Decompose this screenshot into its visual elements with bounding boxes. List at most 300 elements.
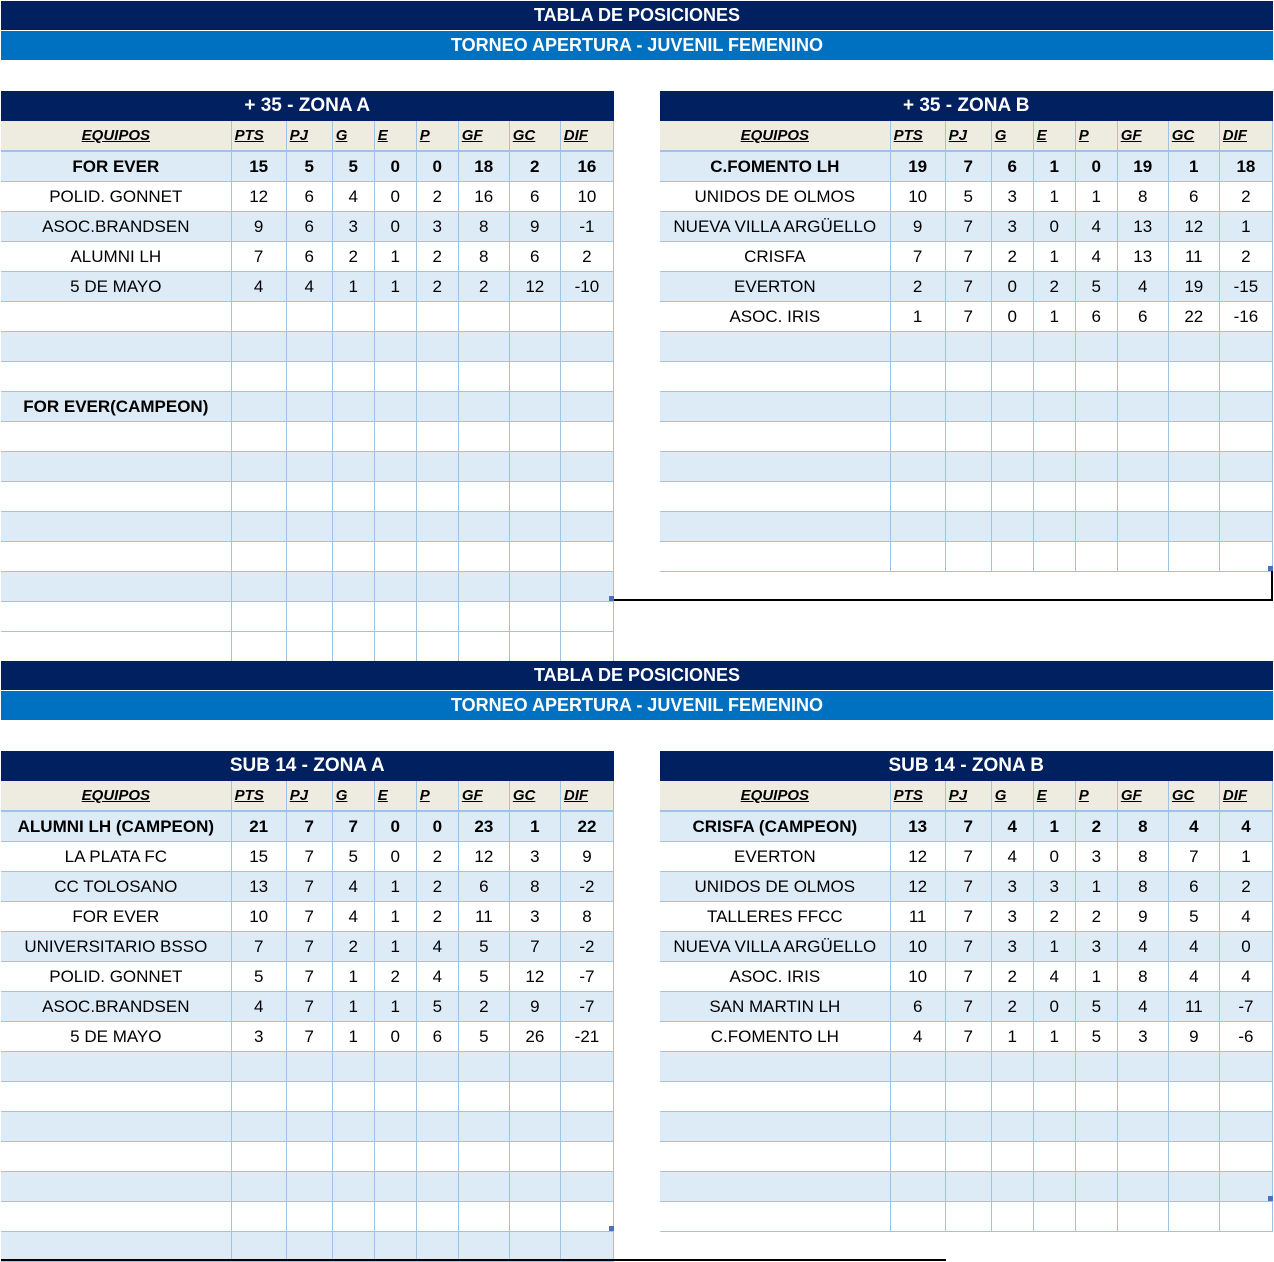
stat-cell[interactable]: 2 bbox=[416, 272, 458, 302]
stat-cell[interactable]: 12 bbox=[458, 842, 509, 872]
stat-cell[interactable] bbox=[1168, 512, 1219, 542]
column-header[interactable]: E bbox=[1033, 781, 1075, 811]
stat-cell[interactable] bbox=[1168, 1082, 1219, 1112]
stat-cell[interactable] bbox=[509, 1052, 560, 1082]
stat-cell[interactable]: 0 bbox=[1033, 842, 1075, 872]
stat-cell[interactable]: 6 bbox=[458, 872, 509, 902]
column-header[interactable]: G bbox=[991, 121, 1033, 151]
stat-cell[interactable]: 3 bbox=[991, 182, 1033, 212]
team-cell[interactable] bbox=[1, 302, 231, 332]
stat-cell[interactable] bbox=[991, 1172, 1033, 1202]
stat-cell[interactable]: 1 bbox=[332, 1022, 374, 1052]
stat-cell[interactable] bbox=[332, 1202, 374, 1232]
stat-cell[interactable]: 1 bbox=[1219, 212, 1272, 242]
stat-cell[interactable]: 12 bbox=[231, 182, 286, 212]
stat-cell[interactable]: 7 bbox=[231, 242, 286, 272]
stat-cell[interactable]: 2 bbox=[332, 242, 374, 272]
stat-cell[interactable]: -15 bbox=[1219, 272, 1272, 302]
stat-cell[interactable] bbox=[458, 482, 509, 512]
stat-cell[interactable] bbox=[1033, 392, 1075, 422]
stat-cell[interactable]: 7 bbox=[945, 272, 991, 302]
stat-cell[interactable] bbox=[374, 1082, 416, 1112]
stat-cell[interactable] bbox=[416, 542, 458, 572]
stat-cell[interactable]: 1 bbox=[1075, 182, 1117, 212]
team-cell[interactable] bbox=[1, 482, 231, 512]
stat-cell[interactable]: -7 bbox=[1219, 992, 1272, 1022]
stat-cell[interactable] bbox=[1075, 542, 1117, 572]
stat-cell[interactable]: 6 bbox=[991, 151, 1033, 182]
stat-cell[interactable]: 1 bbox=[374, 242, 416, 272]
column-header[interactable]: GC bbox=[1168, 781, 1219, 811]
stat-cell[interactable]: 13 bbox=[231, 872, 286, 902]
stat-cell[interactable]: 1 bbox=[1075, 962, 1117, 992]
stat-cell[interactable] bbox=[991, 512, 1033, 542]
stat-cell[interactable]: 15 bbox=[231, 842, 286, 872]
team-cell[interactable] bbox=[1, 332, 231, 362]
stat-cell[interactable] bbox=[560, 1172, 613, 1202]
stat-cell[interactable] bbox=[890, 392, 945, 422]
stat-cell[interactable]: 5 bbox=[332, 151, 374, 182]
team-cell[interactable]: FOR EVER bbox=[1, 902, 231, 932]
stat-cell[interactable] bbox=[945, 1052, 991, 1082]
stat-cell[interactable]: 8 bbox=[509, 872, 560, 902]
stat-cell[interactable] bbox=[1033, 1112, 1075, 1142]
stat-cell[interactable]: 9 bbox=[509, 212, 560, 242]
stat-cell[interactable] bbox=[286, 1142, 332, 1172]
stat-cell[interactable] bbox=[332, 1232, 374, 1262]
column-header[interactable]: PTS bbox=[890, 121, 945, 151]
stat-cell[interactable]: 5 bbox=[231, 962, 286, 992]
stat-cell[interactable] bbox=[1033, 332, 1075, 362]
column-header[interactable]: GF bbox=[458, 781, 509, 811]
stat-cell[interactable] bbox=[374, 452, 416, 482]
stat-cell[interactable] bbox=[890, 482, 945, 512]
team-cell[interactable] bbox=[660, 1112, 890, 1142]
team-cell[interactable]: 5 DE MAYO bbox=[1, 1022, 231, 1052]
team-cell[interactable] bbox=[660, 512, 890, 542]
stat-cell[interactable] bbox=[332, 512, 374, 542]
stat-cell[interactable] bbox=[332, 1112, 374, 1142]
stat-cell[interactable] bbox=[458, 1112, 509, 1142]
empty-cell[interactable] bbox=[231, 632, 286, 662]
stat-cell[interactable] bbox=[1033, 542, 1075, 572]
stat-cell[interactable] bbox=[1033, 362, 1075, 392]
stat-cell[interactable] bbox=[1075, 1202, 1117, 1232]
stat-cell[interactable]: 8 bbox=[1117, 872, 1168, 902]
stat-cell[interactable] bbox=[458, 542, 509, 572]
stat-cell[interactable] bbox=[332, 422, 374, 452]
stat-cell[interactable]: 1 bbox=[1033, 182, 1075, 212]
stat-cell[interactable] bbox=[332, 1082, 374, 1112]
column-header[interactable]: GC bbox=[1168, 121, 1219, 151]
stat-cell[interactable] bbox=[1219, 1142, 1272, 1172]
stat-cell[interactable] bbox=[560, 1232, 613, 1262]
stat-cell[interactable]: 8 bbox=[1117, 811, 1168, 842]
team-cell[interactable]: FOR EVER bbox=[1, 151, 231, 182]
stat-cell[interactable] bbox=[1117, 542, 1168, 572]
column-header[interactable]: G bbox=[332, 121, 374, 151]
stat-cell[interactable]: 7 bbox=[231, 932, 286, 962]
stat-cell[interactable]: 6 bbox=[416, 1022, 458, 1052]
stat-cell[interactable] bbox=[332, 602, 374, 632]
stat-cell[interactable]: 3 bbox=[509, 902, 560, 932]
stat-cell[interactable] bbox=[231, 602, 286, 632]
stat-cell[interactable] bbox=[509, 542, 560, 572]
stat-cell[interactable]: 11 bbox=[1168, 242, 1219, 272]
stat-cell[interactable] bbox=[1117, 452, 1168, 482]
column-header[interactable]: DIF bbox=[560, 781, 613, 811]
stat-cell[interactable]: 12 bbox=[890, 872, 945, 902]
stat-cell[interactable] bbox=[945, 422, 991, 452]
stat-cell[interactable] bbox=[1075, 512, 1117, 542]
stat-cell[interactable] bbox=[945, 332, 991, 362]
stat-cell[interactable] bbox=[1033, 482, 1075, 512]
stat-cell[interactable] bbox=[416, 1172, 458, 1202]
stat-cell[interactable]: 12 bbox=[1168, 212, 1219, 242]
stat-cell[interactable] bbox=[1168, 422, 1219, 452]
column-header[interactable]: PJ bbox=[286, 781, 332, 811]
stat-cell[interactable]: 7 bbox=[286, 932, 332, 962]
stat-cell[interactable]: 7 bbox=[286, 811, 332, 842]
stat-cell[interactable] bbox=[560, 512, 613, 542]
stat-cell[interactable] bbox=[560, 1142, 613, 1172]
stat-cell[interactable]: 7 bbox=[945, 212, 991, 242]
stat-cell[interactable]: 4 bbox=[991, 811, 1033, 842]
column-header[interactable]: PTS bbox=[231, 781, 286, 811]
stat-cell[interactable] bbox=[1219, 542, 1272, 572]
team-cell[interactable]: SAN MARTIN LH bbox=[660, 992, 890, 1022]
stat-cell[interactable]: 11 bbox=[458, 902, 509, 932]
team-cell[interactable]: ALUMNI LH (CAMPEON) bbox=[1, 811, 231, 842]
stat-cell[interactable]: 7 bbox=[945, 302, 991, 332]
stat-cell[interactable]: 2 bbox=[890, 272, 945, 302]
team-cell[interactable] bbox=[1, 572, 231, 602]
stat-cell[interactable]: 2 bbox=[560, 242, 613, 272]
stat-cell[interactable]: 0 bbox=[1075, 151, 1117, 182]
stat-cell[interactable]: 4 bbox=[416, 962, 458, 992]
team-cell[interactable]: LA PLATA FC bbox=[1, 842, 231, 872]
stat-cell[interactable]: 2 bbox=[1219, 872, 1272, 902]
stat-cell[interactable] bbox=[1117, 512, 1168, 542]
stat-cell[interactable] bbox=[374, 1202, 416, 1232]
stat-cell[interactable]: 23 bbox=[458, 811, 509, 842]
stat-cell[interactable] bbox=[374, 482, 416, 512]
stat-cell[interactable]: 8 bbox=[458, 212, 509, 242]
stat-cell[interactable]: 2 bbox=[991, 242, 1033, 272]
stat-cell[interactable]: 2 bbox=[416, 242, 458, 272]
stat-cell[interactable] bbox=[1075, 1172, 1117, 1202]
stat-cell[interactable]: 5 bbox=[416, 992, 458, 1022]
stat-cell[interactable] bbox=[231, 302, 286, 332]
stat-cell[interactable] bbox=[945, 512, 991, 542]
stat-cell[interactable]: -21 bbox=[560, 1022, 613, 1052]
stat-cell[interactable]: 0 bbox=[374, 182, 416, 212]
stat-cell[interactable] bbox=[374, 332, 416, 362]
team-cell[interactable] bbox=[660, 1172, 890, 1202]
team-cell[interactable]: UNIVERSITARIO BSSO bbox=[1, 932, 231, 962]
stat-cell[interactable]: 1 bbox=[332, 992, 374, 1022]
stat-cell[interactable]: 7 bbox=[945, 842, 991, 872]
stat-cell[interactable] bbox=[416, 602, 458, 632]
stat-cell[interactable]: 1 bbox=[1033, 1022, 1075, 1052]
stat-cell[interactable]: 19 bbox=[890, 151, 945, 182]
stat-cell[interactable]: 4 bbox=[1168, 962, 1219, 992]
stat-cell[interactable]: 3 bbox=[1033, 872, 1075, 902]
stat-cell[interactable] bbox=[1117, 482, 1168, 512]
stat-cell[interactable] bbox=[416, 302, 458, 332]
column-header[interactable]: PJ bbox=[945, 781, 991, 811]
stat-cell[interactable]: 2 bbox=[416, 872, 458, 902]
stat-cell[interactable] bbox=[1219, 1112, 1272, 1142]
stat-cell[interactable] bbox=[1075, 392, 1117, 422]
stat-cell[interactable] bbox=[1033, 512, 1075, 542]
stat-cell[interactable] bbox=[458, 302, 509, 332]
team-cell[interactable] bbox=[660, 1142, 890, 1172]
stat-cell[interactable] bbox=[231, 1052, 286, 1082]
stat-cell[interactable] bbox=[231, 1112, 286, 1142]
stat-cell[interactable] bbox=[1168, 392, 1219, 422]
stat-cell[interactable] bbox=[374, 542, 416, 572]
stat-cell[interactable]: 4 bbox=[416, 932, 458, 962]
stat-cell[interactable]: 4 bbox=[231, 272, 286, 302]
stat-cell[interactable] bbox=[416, 1112, 458, 1142]
stat-cell[interactable] bbox=[231, 572, 286, 602]
stat-cell[interactable] bbox=[991, 1202, 1033, 1232]
stat-cell[interactable]: 1 bbox=[1033, 302, 1075, 332]
stat-cell[interactable] bbox=[374, 422, 416, 452]
empty-cell[interactable] bbox=[416, 632, 458, 662]
stat-cell[interactable] bbox=[374, 1232, 416, 1262]
stat-cell[interactable]: 6 bbox=[1117, 302, 1168, 332]
stat-cell[interactable]: 4 bbox=[1168, 811, 1219, 842]
stat-cell[interactable] bbox=[286, 602, 332, 632]
stat-cell[interactable]: 4 bbox=[1117, 272, 1168, 302]
stat-cell[interactable]: 4 bbox=[1219, 962, 1272, 992]
stat-cell[interactable] bbox=[1117, 1112, 1168, 1142]
stat-cell[interactable]: 7 bbox=[286, 992, 332, 1022]
stat-cell[interactable]: 2 bbox=[458, 272, 509, 302]
team-cell[interactable]: NUEVA VILLA ARGÜELLO bbox=[660, 932, 890, 962]
stat-cell[interactable]: 3 bbox=[1117, 1022, 1168, 1052]
column-header[interactable]: PTS bbox=[890, 781, 945, 811]
stat-cell[interactable] bbox=[374, 1052, 416, 1082]
stat-cell[interactable]: 6 bbox=[890, 992, 945, 1022]
column-header[interactable]: DIF bbox=[1219, 781, 1272, 811]
team-cell[interactable]: TALLERES FFCC bbox=[660, 902, 890, 932]
stat-cell[interactable] bbox=[1219, 1052, 1272, 1082]
stat-cell[interactable]: 11 bbox=[890, 902, 945, 932]
team-cell[interactable] bbox=[1, 542, 231, 572]
stat-cell[interactable]: 22 bbox=[1168, 302, 1219, 332]
stat-cell[interactable]: 1 bbox=[1075, 872, 1117, 902]
stat-cell[interactable]: 5 bbox=[945, 182, 991, 212]
stat-cell[interactable] bbox=[332, 452, 374, 482]
stat-cell[interactable] bbox=[458, 1052, 509, 1082]
stat-cell[interactable]: 5 bbox=[286, 151, 332, 182]
stat-cell[interactable] bbox=[416, 1232, 458, 1262]
team-cell[interactable] bbox=[1, 1202, 231, 1232]
stat-cell[interactable]: 6 bbox=[1168, 182, 1219, 212]
stat-cell[interactable]: 6 bbox=[286, 212, 332, 242]
stat-cell[interactable]: 0 bbox=[374, 151, 416, 182]
stat-cell[interactable]: -7 bbox=[560, 962, 613, 992]
stat-cell[interactable]: 1 bbox=[1168, 151, 1219, 182]
stat-cell[interactable] bbox=[286, 302, 332, 332]
stat-cell[interactable] bbox=[509, 392, 560, 422]
stat-cell[interactable]: 7 bbox=[945, 811, 991, 842]
stat-cell[interactable] bbox=[945, 1202, 991, 1232]
stat-cell[interactable] bbox=[458, 1202, 509, 1232]
column-header[interactable]: P bbox=[1075, 121, 1117, 151]
stat-cell[interactable] bbox=[231, 1232, 286, 1262]
stat-cell[interactable]: -10 bbox=[560, 272, 613, 302]
stat-cell[interactable] bbox=[1168, 362, 1219, 392]
stat-cell[interactable] bbox=[1219, 422, 1272, 452]
stat-cell[interactable]: 4 bbox=[1075, 242, 1117, 272]
stat-cell[interactable] bbox=[509, 1172, 560, 1202]
stat-cell[interactable] bbox=[416, 1052, 458, 1082]
team-cell[interactable]: CC TOLOSANO bbox=[1, 872, 231, 902]
stat-cell[interactable] bbox=[332, 1172, 374, 1202]
stat-cell[interactable] bbox=[332, 392, 374, 422]
stat-cell[interactable] bbox=[509, 512, 560, 542]
stat-cell[interactable]: 10 bbox=[890, 182, 945, 212]
team-cell[interactable] bbox=[1, 602, 231, 632]
stat-cell[interactable]: 1 bbox=[1033, 932, 1075, 962]
stat-cell[interactable]: 2 bbox=[509, 151, 560, 182]
stat-cell[interactable]: 9 bbox=[509, 992, 560, 1022]
stat-cell[interactable] bbox=[231, 422, 286, 452]
stat-cell[interactable] bbox=[509, 332, 560, 362]
stat-cell[interactable] bbox=[231, 392, 286, 422]
team-cell[interactable]: ASOC.BRANDSEN bbox=[1, 992, 231, 1022]
stat-cell[interactable]: 0 bbox=[1033, 212, 1075, 242]
stat-cell[interactable] bbox=[286, 422, 332, 452]
stat-cell[interactable] bbox=[1168, 1202, 1219, 1232]
stat-cell[interactable]: 0 bbox=[1219, 932, 1272, 962]
column-header[interactable]: P bbox=[416, 121, 458, 151]
stat-cell[interactable]: 0 bbox=[374, 212, 416, 242]
stat-cell[interactable]: 9 bbox=[1168, 1022, 1219, 1052]
column-header[interactable]: P bbox=[416, 781, 458, 811]
stat-cell[interactable] bbox=[1117, 392, 1168, 422]
stat-cell[interactable]: 11 bbox=[1168, 992, 1219, 1022]
stat-cell[interactable]: 3 bbox=[991, 932, 1033, 962]
stat-cell[interactable]: 1 bbox=[890, 302, 945, 332]
stat-cell[interactable]: 7 bbox=[945, 872, 991, 902]
stat-cell[interactable] bbox=[1117, 1172, 1168, 1202]
stat-cell[interactable]: 0 bbox=[374, 842, 416, 872]
stat-cell[interactable] bbox=[458, 602, 509, 632]
stat-cell[interactable] bbox=[1219, 1202, 1272, 1232]
stat-cell[interactable]: 7 bbox=[945, 962, 991, 992]
stat-cell[interactable] bbox=[560, 542, 613, 572]
stat-cell[interactable] bbox=[1168, 1172, 1219, 1202]
stat-cell[interactable]: 8 bbox=[1117, 842, 1168, 872]
stat-cell[interactable] bbox=[1075, 422, 1117, 452]
stat-cell[interactable] bbox=[1117, 1052, 1168, 1082]
stat-cell[interactable] bbox=[945, 362, 991, 392]
stat-cell[interactable]: 5 bbox=[332, 842, 374, 872]
stat-cell[interactable] bbox=[560, 332, 613, 362]
stat-cell[interactable] bbox=[991, 542, 1033, 572]
stat-cell[interactable] bbox=[1117, 1202, 1168, 1232]
stat-cell[interactable]: 1 bbox=[1219, 842, 1272, 872]
stat-cell[interactable] bbox=[416, 362, 458, 392]
stat-cell[interactable]: 2 bbox=[374, 962, 416, 992]
stat-cell[interactable] bbox=[458, 422, 509, 452]
stat-cell[interactable]: 4 bbox=[231, 992, 286, 1022]
resize-handle-icon[interactable] bbox=[609, 596, 614, 601]
stat-cell[interactable] bbox=[509, 422, 560, 452]
stat-cell[interactable] bbox=[1075, 482, 1117, 512]
stat-cell[interactable] bbox=[890, 1052, 945, 1082]
stat-cell[interactable]: 13 bbox=[890, 811, 945, 842]
stat-cell[interactable] bbox=[458, 572, 509, 602]
stat-cell[interactable]: -6 bbox=[1219, 1022, 1272, 1052]
stat-cell[interactable]: 12 bbox=[509, 272, 560, 302]
stat-cell[interactable]: 15 bbox=[231, 151, 286, 182]
stat-cell[interactable] bbox=[286, 542, 332, 572]
stat-cell[interactable]: 6 bbox=[286, 182, 332, 212]
stat-cell[interactable] bbox=[890, 332, 945, 362]
stat-cell[interactable] bbox=[458, 332, 509, 362]
stat-cell[interactable]: 3 bbox=[1075, 842, 1117, 872]
stat-cell[interactable] bbox=[332, 1052, 374, 1082]
stat-cell[interactable]: 16 bbox=[458, 182, 509, 212]
stat-cell[interactable]: 0 bbox=[374, 1022, 416, 1052]
stat-cell[interactable] bbox=[1168, 332, 1219, 362]
stat-cell[interactable] bbox=[991, 1112, 1033, 1142]
stat-cell[interactable] bbox=[231, 482, 286, 512]
stat-cell[interactable]: 19 bbox=[1168, 272, 1219, 302]
team-cell[interactable] bbox=[1, 362, 231, 392]
stat-cell[interactable]: 7 bbox=[890, 242, 945, 272]
stat-cell[interactable] bbox=[1117, 1082, 1168, 1112]
stat-cell[interactable] bbox=[509, 302, 560, 332]
stat-cell[interactable]: 8 bbox=[1117, 962, 1168, 992]
stat-cell[interactable]: 3 bbox=[1075, 932, 1117, 962]
team-cell[interactable] bbox=[660, 1202, 890, 1232]
stat-cell[interactable] bbox=[509, 1232, 560, 1262]
stat-cell[interactable] bbox=[991, 392, 1033, 422]
stat-cell[interactable]: 9 bbox=[560, 842, 613, 872]
stat-cell[interactable]: 3 bbox=[991, 212, 1033, 242]
stat-cell[interactable]: 13 bbox=[1117, 242, 1168, 272]
stat-cell[interactable] bbox=[416, 422, 458, 452]
stat-cell[interactable] bbox=[416, 572, 458, 602]
stat-cell[interactable] bbox=[231, 362, 286, 392]
stat-cell[interactable] bbox=[332, 482, 374, 512]
stat-cell[interactable] bbox=[332, 542, 374, 572]
team-cell[interactable]: ASOC. IRIS bbox=[660, 302, 890, 332]
stat-cell[interactable]: 2 bbox=[416, 842, 458, 872]
stat-cell[interactable]: 7 bbox=[945, 902, 991, 932]
stat-cell[interactable]: 19 bbox=[1117, 151, 1168, 182]
team-cell[interactable]: CRISFA bbox=[660, 242, 890, 272]
stat-cell[interactable]: 5 bbox=[1168, 902, 1219, 932]
stat-cell[interactable] bbox=[416, 482, 458, 512]
stat-cell[interactable] bbox=[560, 1112, 613, 1142]
stat-cell[interactable] bbox=[890, 1202, 945, 1232]
stat-cell[interactable] bbox=[890, 1172, 945, 1202]
stat-cell[interactable]: 1 bbox=[1033, 811, 1075, 842]
stat-cell[interactable] bbox=[991, 362, 1033, 392]
stat-cell[interactable] bbox=[1033, 1082, 1075, 1112]
stat-cell[interactable]: -16 bbox=[1219, 302, 1272, 332]
stat-cell[interactable]: 8 bbox=[560, 902, 613, 932]
stat-cell[interactable] bbox=[374, 572, 416, 602]
